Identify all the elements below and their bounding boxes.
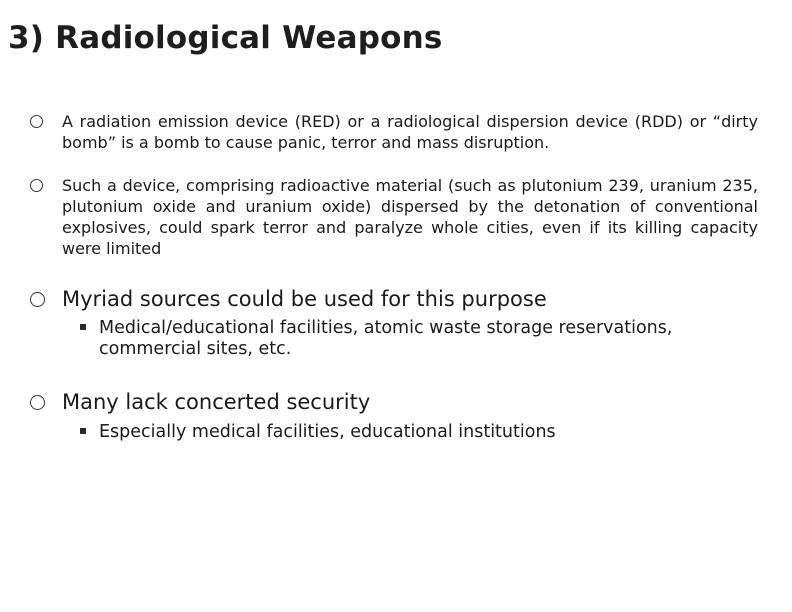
bullet-text: A radiation emission device (RED) or a radiological dispersion device (RDD) or “dirty bomb” is a bomb to cause panic, terror and mass disruption. xyxy=(62,112,758,152)
bullet-item xyxy=(30,175,758,259)
slide-title: 3) Radiological Weapons xyxy=(8,20,443,56)
hollow-circle-bullet-icon xyxy=(30,395,45,410)
hollow-circle-bullet-icon xyxy=(30,292,45,307)
bullet-item xyxy=(30,286,758,312)
bullet-text: Myriad sources could be used for this purpose xyxy=(62,287,547,311)
sub-bullet-item xyxy=(80,422,730,443)
bullet-item xyxy=(30,389,758,415)
square-bullet-icon xyxy=(80,324,86,330)
square-bullet-icon xyxy=(80,428,86,434)
bullet-item xyxy=(30,111,758,153)
sub-bullet-item xyxy=(80,318,730,360)
hollow-circle-bullet-icon xyxy=(30,179,43,192)
bullet-text: Such a device, comprising radioactive material (such as plutonium 239, uranium 235, plutonium oxide and uranium oxide) dispersed by the detonation of conventional explosives, could spark terror and paralyze whole cities, even if its killing capacity were limited xyxy=(62,176,758,258)
sub-bullet-text: Medical/educational facilities, atomic waste storage reservations, commercial sites, etc. xyxy=(99,318,673,359)
sub-bullet-text: Especially medical facilities, educational institutions xyxy=(99,422,556,442)
bullet-text: Many lack concerted security xyxy=(62,390,371,414)
hollow-circle-bullet-icon xyxy=(30,115,43,128)
